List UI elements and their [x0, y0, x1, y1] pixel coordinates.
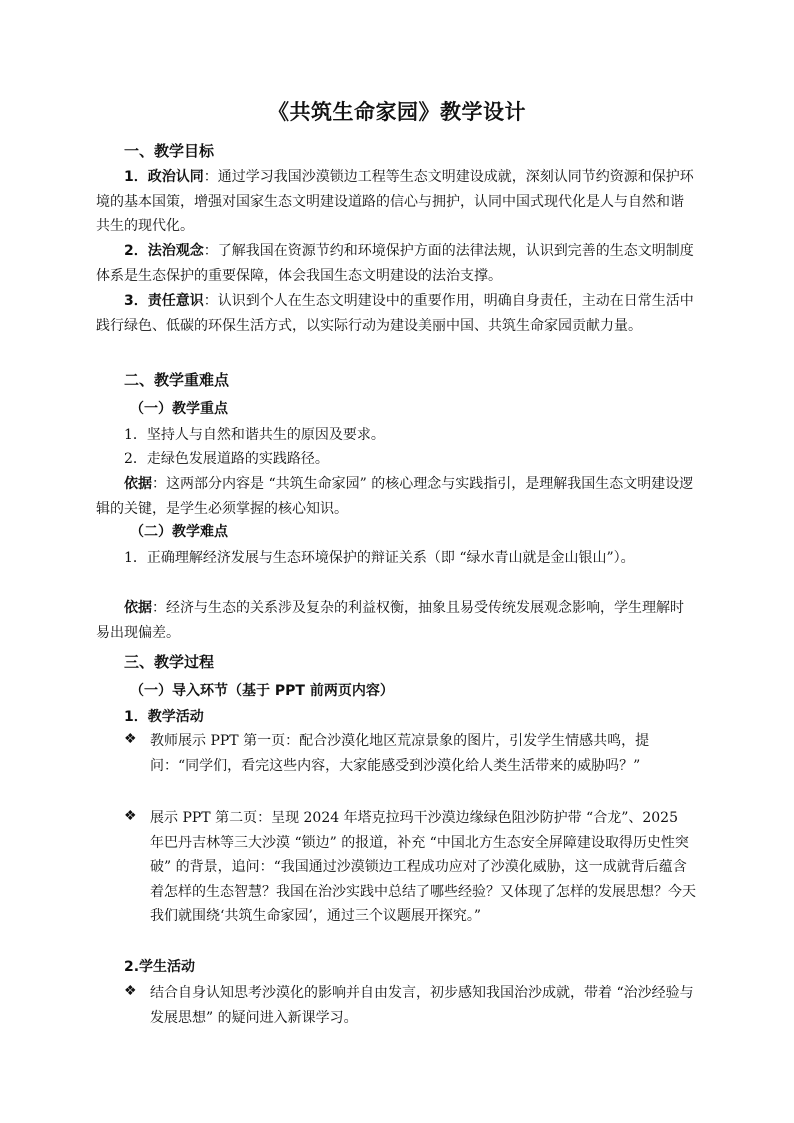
- teacher-activity-2: 展示 PPT 第二页：呈现 2024 年塔克拉玛干沙漠边缘绿色阻沙防护带 “合龙”、2025 年巴丹吉林等三大沙漠 “锁边” 的报道，补充 “中国北方生态安全屏障建设取得历史性突破” 的背景，追问：“我国通过沙漠锁边工程成功应对了沙漠化威胁，这一成就背后蕴含着怎样的生态智慧？我国在治沙实践中总结了哪些经验？又体现了怎样的发展思想？今天我们就围绕‘共筑生命家园’，通过三个议题展开探究。”: [150, 810, 696, 924]
- subheading-difficulties: （二）教学难点: [130, 524, 228, 540]
- objective-label: 1．政治认同: [124, 169, 204, 185]
- section-heading-key-points: 二、教学重难点: [124, 371, 230, 389]
- objective-text: ：认识到个人在生态文明建设中的重要作用，明确自身责任，主动在日常生活中践行绿色、低碳的环保生活方式，以实际行动为建设美丽中国、共筑生命家园贡献力量。: [96, 293, 694, 334]
- key-point-basis: [96, 472, 696, 521]
- subheading-key-points: （一）教学重点: [130, 401, 228, 417]
- objective-text: ：通过学习我国沙漠锁边工程等生态文明建设成就，深刻认同节约资源和保护环境的基本国策，增强对国家生态文明建设道路的信心与拥护，认同中国式现代化是人与自然和谐共生的现代化。: [96, 169, 694, 234]
- student-activity-1: 结合自身认知思考沙漠化的影响并自由发言，初步感知我国治沙成就，带着 “治沙经验与发展思想” 的疑问进入新课学习。: [150, 985, 694, 1026]
- key-point-item-1: 1．坚持人与自然和谐共生的原因及要求。: [124, 427, 385, 443]
- basis-label: 依据: [124, 476, 152, 492]
- teacher-activity-1: 教师展示 PPT 第一页：配合沙漠化地区荒凉景象的图片，引发学生情感共鸣，提问：“同学们，看完这些内容，大家能感受到沙漠化给人类生活带来的威胁吗？”: [150, 733, 650, 774]
- diamond-bullet-icon: ❖: [124, 731, 137, 747]
- difficulty-basis: [96, 596, 696, 645]
- objective-responsibility: [96, 289, 696, 338]
- basis-label: 依据: [124, 600, 152, 616]
- objective-label: 3．责任意识: [124, 293, 204, 309]
- diamond-bullet-icon: ❖: [124, 983, 137, 999]
- basis-text: ：经济与生态的关系涉及复杂的利益权衡，抽象且易受传统发展观念影响，学生理解时易出现偏差。: [96, 600, 684, 641]
- section-heading-objectives: 一、教学目标: [124, 142, 215, 160]
- document-title: 《共筑生命家园》教学设计: [268, 100, 526, 124]
- objective-text: ：了解我国在资源节约和环境保护方面的法律法规，认识到完善的生态文明制度体系是生态保护的重要保障，体会我国生态文明建设的法治支撑。: [96, 243, 694, 284]
- objective-rule-of-law: [96, 239, 696, 288]
- key-point-item-2: 2．走绿色发展道路的实践路径。: [124, 451, 329, 467]
- section-heading-process: 三、教学过程: [124, 653, 215, 671]
- subheading-introduction: （一）导入环节（基于 PPT 前两页内容）: [130, 683, 394, 699]
- objective-label: 2．法治观念: [124, 243, 204, 259]
- diamond-bullet-icon: ❖: [124, 808, 137, 824]
- objective-political-identity: [96, 165, 696, 239]
- student-activity-heading: 2.学生活动: [124, 959, 196, 975]
- difficulty-item-1: 1．正确理解经济发展与生态环境保护的辩证关系（即 “绿水青山就是金山银山”）。: [124, 550, 635, 566]
- basis-text: ：这两部分内容是 “共筑生命家园” 的核心理念与实践指引，是理解我国生态文明建设逻辑的关键，是学生必须掌握的核心知识。: [96, 476, 694, 517]
- teaching-activity-heading: 1．教学活动: [124, 709, 204, 725]
